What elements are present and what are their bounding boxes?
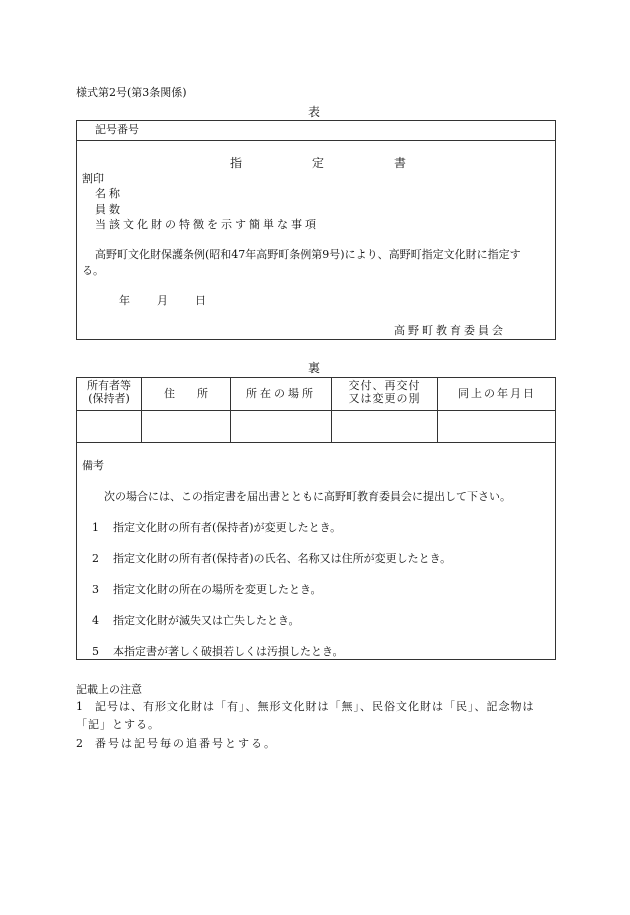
note-text: 指定文化財の所有者(保持者)が変更したとき。 bbox=[113, 521, 342, 534]
col-issuance-header: 交付、再交付 又は変更の別 bbox=[348, 379, 421, 406]
col-owner-header: 所有者等 (保持者) bbox=[87, 379, 131, 406]
instruction-text: 番号は記号毎の追番号とする。 bbox=[95, 737, 277, 750]
note-text: 指定文化財が滅失又は亡失したとき。 bbox=[113, 614, 300, 627]
instruction-text: 記号は、有形文化財は「有」、無形文化財は「無」、民俗文化財は「民」、記念物は bbox=[95, 700, 535, 713]
field-count: 員数 bbox=[95, 203, 123, 216]
col-address-header: 住 所 bbox=[164, 387, 208, 400]
col-location-header: 所在の場所 bbox=[246, 387, 316, 400]
date-month: 月 bbox=[157, 294, 168, 307]
seal-label: 割印 bbox=[82, 172, 104, 185]
note-text: 本指定書が著しく破損若しくは汚損したとき。 bbox=[113, 645, 344, 658]
note-number: 4 bbox=[92, 614, 99, 627]
instruction-text-cont: 「記」とする。 bbox=[76, 718, 160, 731]
note-number: 1 bbox=[92, 521, 99, 534]
note-number: 5 bbox=[92, 645, 99, 658]
notes-label: 備考 bbox=[82, 459, 104, 472]
title-char: 定 bbox=[312, 156, 325, 170]
issuer-name: 高野町教育委員会 bbox=[394, 324, 506, 337]
notes-intro: 次の場合には、この指定書を届出書とともに高野町教育委員会に提出して下さい。 bbox=[104, 490, 511, 503]
designation-statement: 高野町文化財保護条例(昭和47年高野町条例第9号)により、高野町指定文化財に指定す bbox=[95, 248, 521, 261]
date-year: 年 bbox=[119, 294, 130, 307]
date-day: 日 bbox=[195, 294, 206, 307]
title-char: 書 bbox=[394, 156, 407, 170]
note-number: 3 bbox=[92, 583, 99, 596]
instructions-title: 記載上の注意 bbox=[76, 683, 142, 696]
title-char: 指 bbox=[230, 156, 243, 170]
col-date-header: 同上の年月日 bbox=[458, 387, 536, 400]
instruction-number: 2 bbox=[76, 737, 83, 750]
field-name: 名称 bbox=[95, 187, 123, 200]
designation-statement-cont: る。 bbox=[82, 264, 104, 277]
note-text: 指定文化財の所在の場所を変更したとき。 bbox=[113, 583, 322, 596]
back-side-label: 裏 bbox=[308, 361, 321, 375]
note-number: 2 bbox=[92, 552, 99, 565]
form-number-label: 様式第2号(第3条関係) bbox=[76, 86, 187, 99]
field-features: 当該文化財の特徴を示す簡単な事項 bbox=[95, 218, 319, 231]
instruction-number: 1 bbox=[76, 700, 83, 713]
record-number-label: 記号番号 bbox=[95, 123, 139, 136]
front-side-label: 表 bbox=[308, 105, 321, 119]
note-text: 指定文化財の所有者(保持者)の氏名、名称又は住所が変更したとき。 bbox=[113, 552, 452, 565]
